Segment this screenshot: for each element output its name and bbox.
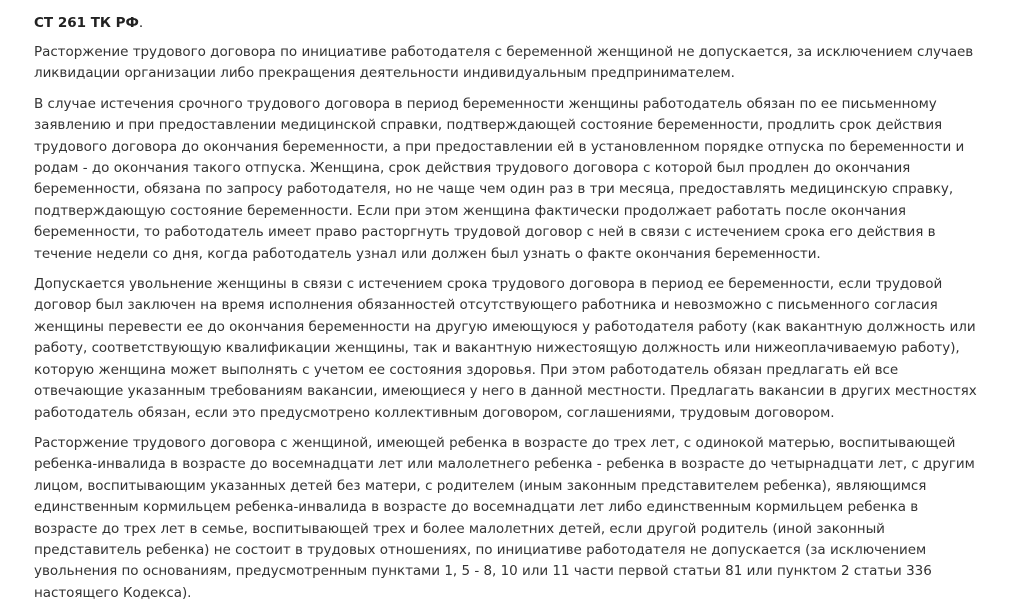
paragraph-3: Допускается увольнение женщины в связи с истечением срока трудового договора в период ее беременности, если трудовой договор был заключен на время исполнения обязанностей отсутствующего работника и невозможно с письменного согласия женщины перевести ее до окончания беременности на другую имеющуюся у работодателя работу (как вакантную должность или работу, соответствующую квалификации женщины, так и вакантную нижестоящую должность или нижеоплачиваемую работу), которую женщина может выполнять с учетом ее состояния здоровья. При этом работодатель обязан предлагать ей все отвечающие указанным требованиям вакансии, имеющиеся у него в данной местности. Предлагать вакансии в других местностях работодатель обязан, если это предусмотрено коллективным договором, соглашениями, трудовым договором. xyxy=(34,276,977,421)
paragraph-2: В случае истечения срочного трудового договора в период беременности женщины работодатель обязан по ее письменному заявлению и при предоставлении медицинской справки, подтверждающей состояние беременности, продлить срок действия трудового договора до окончания беременности, а при предоставлении ей в установленном порядке отпуска по беременности и родам - до окончания такого отпуска. Женщина, срок действия трудового договора с которой был продлен до окончания беременности, обязана по запросу работодателя, но не чаще чем один раз в три месяца, предоставлять медицинскую справку, подтверждающую состояние беременности. Если при этом женщина фактически продолжает работать после окончания беременности, то работодатель имеет право расторгнуть трудовой договор с ней в связи с истечением срока его действия в течение недели со дня, когда работодатель узнал или должен был узнать о факте окончания беременности. xyxy=(34,95,965,262)
article-title-suffix: . xyxy=(138,15,144,31)
article-heading xyxy=(34,12,984,34)
article-title: СТ 261 ТК РФ xyxy=(34,15,139,31)
paragraph-4: Расторжение трудового договора с женщиной, имеющей ребенка в возрасте до трех лет, с одинокой матерью, воспитывающей ребенка-инвалида в возрасте до восемнадцати лет или малолетнего ребенка - ребенка в возрасте до четырнадцати лет, с другим лицом, воспитывающим указанных детей без матери, с родителем (иным законным представителем ребенка), являющимся единственным кормильцем ребенка-инвалида в возрасте до восемнадцати лет либо единственным кормильцем ребенка в возрасте до трех лет в семье, воспитывающей трех и более малолетних детей, если другой родитель (иной законный представитель ребенка) не состоит в трудовых отношениях, по инициативе работодателя не допускается (за исключением увольнения по основаниям, предусмотренным пунктами 1, 5 - 8, 10 или 11 части первой статьи 81 или пунктом 2 статьи 336 настоящего Кодекса). xyxy=(34,434,975,601)
paragraph-1: Расторжение трудового договора по инициативе работодателя с беременной женщиной не допускается, за исключением случаев ликвидации организации либо прекращения деятельности индивидуальным предпринимателем. xyxy=(34,44,974,82)
